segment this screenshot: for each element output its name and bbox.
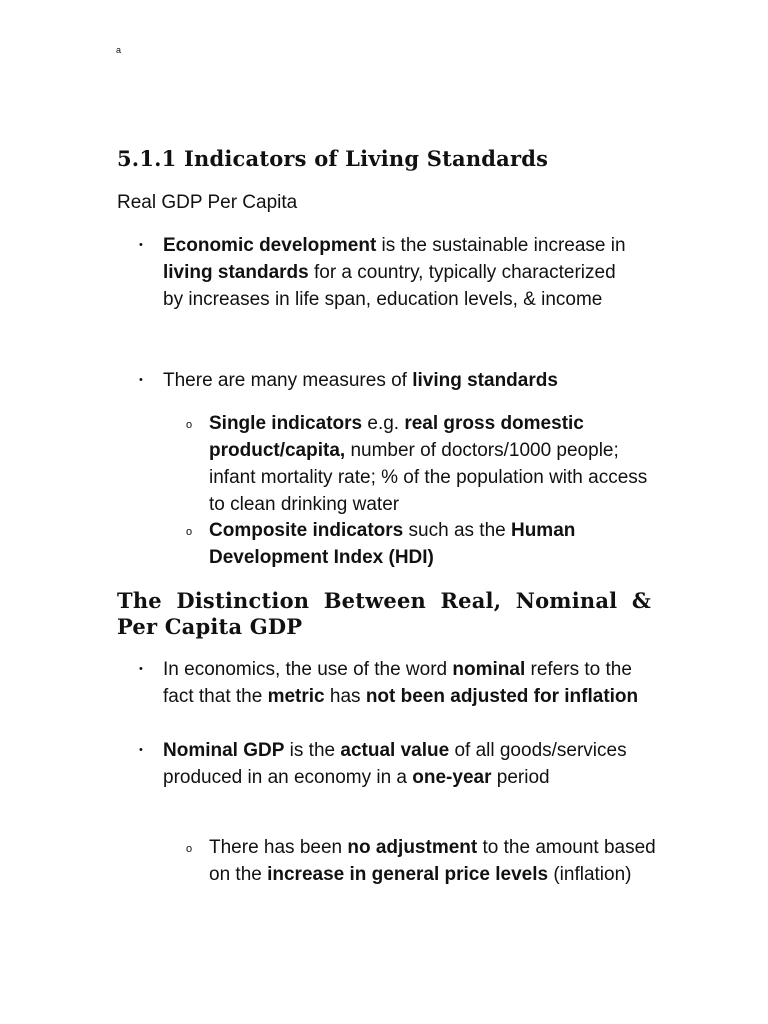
sub-list-item-text: Composite indicators such as the Human Development Index (HDI) [209,520,576,568]
sub-list-item [186,410,656,518]
section-subtitle: Real GDP Per Capita [117,192,298,213]
sub-list-item [186,834,656,888]
list-item [139,367,639,394]
header-mark: a [116,45,122,55]
sub-list-item-text: Single indicators e.g. real gross domestic product/capita, number of doctors/1000 people; infant mortality rate; % of the population with access to clean drinking water [209,413,648,515]
sub-bullet-marker: o [186,526,193,538]
list-item-text: In economics, the use of the word nominal refers to the fact that the metric has not been adjusted for inflation [163,659,639,707]
list-item [139,656,639,710]
bullet-marker: • [139,374,143,386]
section-heading-living-standards: 5.1.1 Indicators of Living Standards [117,146,549,171]
sub-list-item-text: There has been no adjustment to the amount based on the increase in general price levels (inflation) [209,837,656,885]
bullet-marker: • [139,239,143,251]
sub-bullet-marker: o [186,843,193,855]
sub-list-item [186,517,656,571]
bullet-marker: • [139,663,143,675]
list-item-text: Nominal GDP is the actual value of all goods/services produced in an economy in a one-year period [163,740,627,788]
list-item [139,232,639,313]
list-item-text: There are many measures of living standards [163,370,558,391]
bullet-marker: • [139,744,143,756]
list-item-text: Economic development is the sustainable increase in living standards for a country, typically characterized by increases in life span, education levels, & income [163,235,626,310]
section-heading-gdp-distinction: The Distinction Between Real, Nominal & Per Capita GDP [117,588,651,639]
list-item [139,737,639,791]
sub-bullet-marker: o [186,419,193,431]
